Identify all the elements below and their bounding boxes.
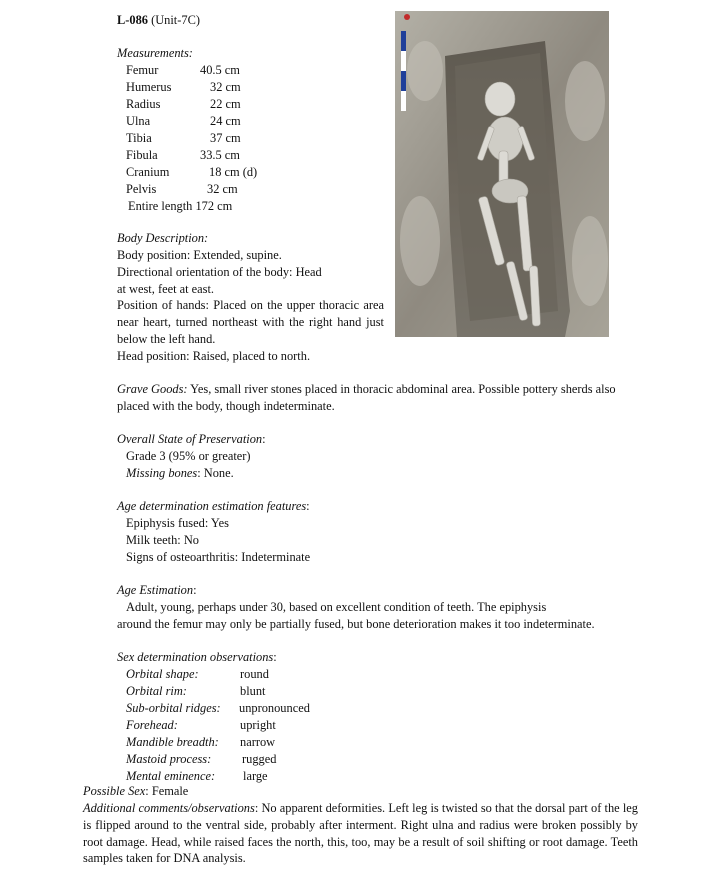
additional-comments-text: : No apparent deformities. Left leg is twisted so that the dorsal part of the leg is flipped around to the ventral side, probably after interment. Right ulna and radius were broken possibly by root damage. Head, while raised faces the north, this, too, may be a result of soil shifting or root damage. Teeth samples taken for DNA analysis.: [83, 801, 638, 866]
body-orientation-line1: Directional orientation of the body: Head: [117, 265, 322, 279]
preservation-heading-text: Overall State of Preservation: [117, 432, 263, 446]
age-features-heading: Age determination estimation features:: [117, 499, 310, 513]
measurement-row: [126, 62, 266, 79]
measurement-value: 22 cm: [210, 97, 241, 111]
age-estimation-heading: Age Estimation:: [117, 583, 197, 597]
preservation-grade: Grade 3 (95% or greater): [126, 449, 251, 463]
observation-value: large: [243, 769, 268, 783]
age-estimation-line1: Adult, young, perhaps under 30, based on excellent condition of teeth. The epiphysis: [126, 600, 547, 614]
measurement-value: 18 cm (d): [209, 165, 258, 179]
additional-comments: [83, 800, 638, 867]
hands-position: Position of hands: Placed on the upper thoracic area near heart, turned northeast with the right hand just below the left hand.: [117, 298, 384, 346]
sex-observations-heading: Sex determination observations:: [117, 650, 277, 664]
measurement-name: Cranium: [126, 165, 170, 179]
epiphysis-fused: Epiphysis fused: Yes: [126, 516, 229, 530]
body-description-heading: Body Description:: [117, 231, 209, 245]
measurement-name: Fibula: [126, 148, 158, 162]
observation-row: [126, 717, 346, 734]
head-position: Head position: Raised, placed to north.: [117, 349, 311, 363]
measurement-row: [126, 113, 266, 130]
observation-value: upright: [240, 718, 276, 732]
measurement-total: [126, 198, 266, 215]
excavation-photo: [395, 11, 609, 337]
observation-row: [126, 683, 346, 700]
measurement-name: Tibia: [126, 131, 152, 145]
record-id: L-086: [117, 13, 148, 27]
observation-row: [126, 751, 346, 768]
measurement-name: Humerus: [126, 80, 172, 94]
observation-row: [126, 666, 346, 683]
measurement-value: 24 cm: [210, 114, 241, 128]
body-position: Body position: Extended, supine.: [117, 248, 282, 262]
observation-value: unpronounced: [239, 701, 310, 715]
entire-length: Entire length 172 cm: [128, 199, 233, 213]
measurement-name: Radius: [126, 97, 161, 111]
observation-name: Orbital rim:: [126, 684, 187, 698]
measurement-value: 40.5 cm: [200, 63, 240, 77]
preservation-heading: Overall State of Preservation:: [117, 432, 266, 446]
record-unit: (Unit-7C): [151, 13, 200, 27]
record-header: [117, 12, 200, 29]
possible-sex-label: Possible Sex: [83, 784, 146, 798]
grave-goods-text: Yes, small river stones placed in thoracic abdominal area. Possible pottery sherds also placed with the body, though indeterminate.: [117, 382, 616, 413]
observation-name: Mastoid process:: [126, 752, 212, 766]
possible-sex-value: : Female: [145, 784, 189, 798]
grave-goods-label: Grave Goods:: [117, 382, 188, 396]
age-estimation-heading-text: Age Estimation: [117, 583, 194, 597]
observation-value: rugged: [242, 752, 277, 766]
age-features-heading-text: Age determination estimation features: [117, 499, 307, 513]
observation-value: round: [240, 667, 269, 681]
measurements-table: [126, 62, 266, 215]
measurement-row: [126, 79, 266, 96]
observation-name: Orbital shape:: [126, 667, 199, 681]
measurement-name: Femur: [126, 63, 159, 77]
observation-name: Mandible breadth:: [126, 735, 219, 749]
sex-observations-table: [126, 666, 346, 785]
measurement-row: [126, 181, 266, 198]
observation-row: [126, 734, 346, 751]
sex-observations-heading-text: Sex determination observations: [117, 650, 274, 664]
measurement-value: 37 cm: [210, 131, 241, 145]
observation-name: Forehead:: [126, 718, 178, 732]
measurement-row: [126, 96, 266, 113]
measurement-value: 33.5 cm: [200, 148, 240, 162]
osteoarthritis: Signs of osteoarthritis: Indeterminate: [126, 550, 311, 564]
measurement-row: [126, 147, 266, 164]
body-orientation-line2: at west, feet at east.: [117, 282, 215, 296]
observation-value: narrow: [240, 735, 276, 749]
observation-name: Sub-orbital ridges:: [126, 701, 221, 715]
age-estimation-line2: around the femur may only be partially fused, but bone deterioration makes it too indeterminate.: [117, 617, 595, 631]
measurement-row: [126, 130, 266, 147]
grave-goods: [117, 381, 642, 415]
missing-bones-value: : None.: [197, 466, 234, 480]
measurement-name: Ulna: [126, 114, 151, 128]
measurement-value: 32 cm: [210, 80, 241, 94]
measurement-row: [126, 164, 266, 181]
measurements-heading: Measurements:: [117, 46, 193, 60]
missing-bones: [126, 465, 234, 482]
measurement-name: Pelvis: [126, 182, 157, 196]
measurement-value: 32 cm: [207, 182, 238, 196]
missing-bones-label: Missing bones: [126, 466, 198, 480]
possible-sex: [83, 783, 188, 800]
observation-name: Mental eminence:: [126, 769, 216, 783]
observation-row: [126, 700, 346, 717]
milk-teeth: Milk teeth: No: [126, 533, 199, 547]
observation-value: blunt: [240, 684, 266, 698]
additional-comments-label: Additional comments/observations: [83, 801, 255, 815]
